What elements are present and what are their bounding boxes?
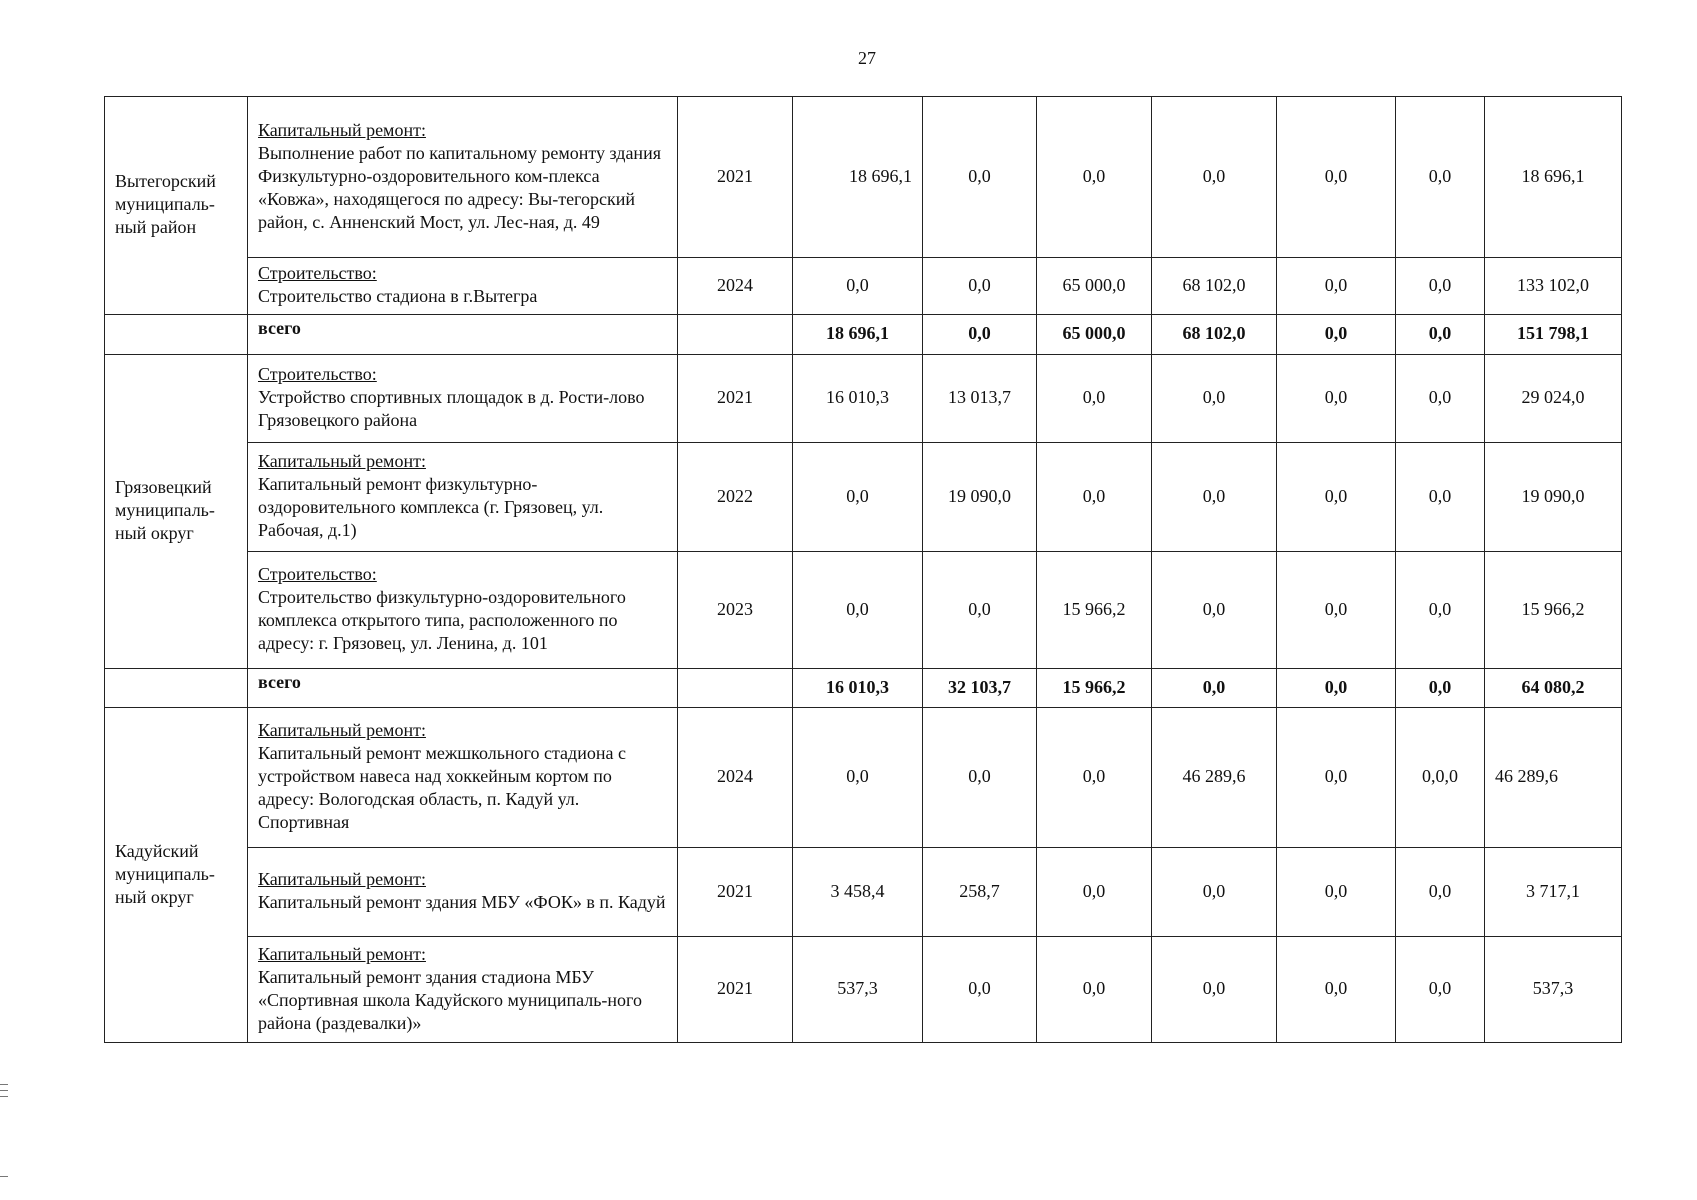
year-cell: 2023	[678, 552, 793, 669]
value-cell: 29 024,0	[1485, 355, 1622, 443]
scan-edge-mark	[0, 1096, 8, 1097]
value-cell: 15 966,2	[1037, 552, 1152, 669]
value-cell: 0,0,0	[1396, 708, 1485, 848]
value-cell: 0,0	[1277, 355, 1396, 443]
value-cell: 0,0	[793, 552, 923, 669]
value-cell: 0,0	[1277, 708, 1396, 848]
project-description	[248, 848, 678, 937]
total-value-cell: 32 103,7	[923, 669, 1037, 708]
project-category: Капитальный ремонт:	[258, 869, 426, 889]
year-cell: 2021	[678, 355, 793, 443]
scan-edge-mark	[0, 1090, 8, 1091]
value-cell: 0,0	[1152, 937, 1277, 1043]
value-cell: 46 289,6	[1152, 708, 1277, 848]
total-row	[105, 315, 1622, 355]
total-value-cell: 0,0	[1277, 315, 1396, 355]
value-cell: 18 696,1	[793, 97, 923, 258]
project-category: Капитальный ремонт:	[258, 720, 426, 740]
table-row	[105, 258, 1622, 315]
value-cell: 0,0	[1396, 552, 1485, 669]
year-cell: 2022	[678, 443, 793, 552]
value-cell: 18 696,1	[1485, 97, 1622, 258]
project-category: Строительство:	[258, 364, 377, 384]
total-value-cell: 0,0	[1277, 669, 1396, 708]
value-cell: 0,0	[1277, 848, 1396, 937]
value-cell: 537,3	[793, 937, 923, 1043]
value-cell: 0,0	[923, 708, 1037, 848]
value-cell: 0,0	[1396, 443, 1485, 552]
value-cell: 0,0	[923, 552, 1037, 669]
total-value-cell: 0,0	[1152, 669, 1277, 708]
value-cell: 0,0	[1277, 97, 1396, 258]
project-description	[248, 552, 678, 669]
value-cell: 15 966,2	[1485, 552, 1622, 669]
project-category: Капитальный ремонт:	[258, 943, 426, 964]
project-text: Капитальный ремонт физкультурно-оздоровительного комплекса (г. Грязовец, ул. Рабочая, д.1)	[258, 474, 604, 540]
empty-cell	[105, 315, 248, 355]
project-category: Строительство:	[258, 263, 377, 283]
value-cell: 3 458,4	[793, 848, 923, 937]
value-cell: 0,0	[1037, 848, 1152, 937]
project-description	[248, 708, 678, 848]
value-cell: 0,0	[793, 258, 923, 315]
value-cell: 0,0	[923, 937, 1037, 1043]
value-cell: 0,0	[1277, 552, 1396, 669]
value-cell: 0,0	[1152, 97, 1277, 258]
total-value-cell: 65 000,0	[1037, 315, 1152, 355]
value-cell: 0,0	[1277, 258, 1396, 315]
table-row	[105, 708, 1622, 848]
project-description	[248, 937, 678, 1043]
value-cell: 258,7	[923, 848, 1037, 937]
total-row	[105, 669, 1622, 708]
value-cell: 3 717,1	[1485, 848, 1622, 937]
value-cell: 65 000,0	[1037, 258, 1152, 315]
total-value-cell: 151 798,1	[1485, 315, 1622, 355]
table-row	[105, 552, 1622, 669]
scan-edge-mark	[0, 1176, 8, 1177]
district-name: Кадуйский муниципаль-ный округ	[105, 708, 248, 1043]
value-cell: 0,0	[1396, 97, 1485, 258]
project-text: Строительство физкультурно-оздоровительного комплекса открытого типа, расположенного по адресу: г. Грязовец, ул. Ленина, д. 101	[258, 587, 626, 653]
year-cell: 2021	[678, 937, 793, 1043]
value-cell: 0,0	[1037, 355, 1152, 443]
table-row	[105, 97, 1622, 258]
value-cell: 133 102,0	[1485, 258, 1622, 315]
value-cell: 0,0	[1277, 937, 1396, 1043]
total-label: всего	[248, 669, 678, 708]
empty-cell	[678, 315, 793, 355]
value-cell: 0,0	[1152, 848, 1277, 937]
year-cell: 2021	[678, 848, 793, 937]
value-cell: 0,0	[1396, 258, 1485, 315]
table-row	[105, 848, 1622, 937]
total-value-cell: 64 080,2	[1485, 669, 1622, 708]
value-cell: 0,0	[1152, 355, 1277, 443]
value-cell: 0,0	[793, 443, 923, 552]
project-text: Устройство спортивных площадок в д. Рости-лово Грязовецкого района	[258, 387, 645, 430]
total-value-cell: 0,0	[1396, 315, 1485, 355]
empty-cell	[678, 669, 793, 708]
project-category: Капитальный ремонт:	[258, 451, 426, 471]
project-text: Выполнение работ по капитальному ремонту здания Физкультурно-оздоровительного ком-плекса «Ковжа», находящегося по адресу: Вы-тегорский район, с. Анненский Мост, ул. Лес-ная, д. 49	[258, 142, 661, 232]
year-cell: 2024	[678, 708, 793, 848]
year-cell: 2021	[678, 97, 793, 258]
project-description	[248, 355, 678, 443]
project-category: Капитальный ремонт:	[258, 119, 426, 140]
value-cell: 13 013,7	[923, 355, 1037, 443]
project-text: Капитальный ремонт здания стадиона МБУ «Спортивная школа Кадуйского муниципаль-ного района (раздевалки)»	[258, 966, 642, 1033]
page-number: 27	[858, 48, 876, 68]
value-cell: 0,0	[1037, 937, 1152, 1043]
value-cell: 537,3	[1485, 937, 1622, 1043]
total-label: всего	[248, 315, 678, 355]
value-cell: 16 010,3	[793, 355, 923, 443]
total-value-cell: 15 966,2	[1037, 669, 1152, 708]
value-cell: 0,0	[923, 258, 1037, 315]
total-value-cell: 0,0	[1396, 669, 1485, 708]
value-cell: 0,0	[1396, 937, 1485, 1043]
total-value-cell: 0,0	[923, 315, 1037, 355]
project-description	[248, 258, 678, 315]
table-row	[105, 937, 1622, 1043]
value-cell: 0,0	[1037, 708, 1152, 848]
empty-cell	[105, 669, 248, 708]
value-cell: 0,0	[1277, 443, 1396, 552]
district-name: Вытегорский муниципаль-ный район	[105, 97, 248, 315]
value-cell: 0,0	[1396, 848, 1485, 937]
table-row	[105, 355, 1622, 443]
value-cell: 19 090,0	[923, 443, 1037, 552]
funding-table	[104, 96, 1622, 1043]
total-value-cell: 68 102,0	[1152, 315, 1277, 355]
total-value-cell: 18 696,1	[793, 315, 923, 355]
value-cell: 68 102,0	[1152, 258, 1277, 315]
total-value-cell: 16 010,3	[793, 669, 923, 708]
value-cell: 0,0	[923, 97, 1037, 258]
project-text: Капитальный ремонт здания МБУ «ФОК» в п. Кадуй	[258, 892, 666, 912]
value-cell: 0,0	[1152, 552, 1277, 669]
scan-edge-mark	[0, 1084, 8, 1085]
value-cell: 0,0	[1037, 97, 1152, 258]
value-cell: 0,0	[1037, 443, 1152, 552]
value-cell: 0,0	[1396, 355, 1485, 443]
project-description	[248, 97, 678, 258]
value-cell: 0,0	[793, 708, 923, 848]
project-text: Капитальный ремонт межшкольного стадиона с устройством навеса над хоккейным кортом по адресу: Вологодская область, п. Кадуй ул. Спортивная	[258, 743, 626, 832]
year-cell: 2024	[678, 258, 793, 315]
project-text: Строительство стадиона в г.Вытегра	[258, 286, 538, 306]
project-category: Строительство:	[258, 564, 377, 584]
district-name: Грязовецкий муниципаль-ный округ	[105, 355, 248, 669]
value-cell: 19 090,0	[1485, 443, 1622, 552]
value-cell: 0,0	[1152, 443, 1277, 552]
project-description	[248, 443, 678, 552]
value-cell: 46 289,6	[1485, 708, 1622, 848]
table-row	[105, 443, 1622, 552]
